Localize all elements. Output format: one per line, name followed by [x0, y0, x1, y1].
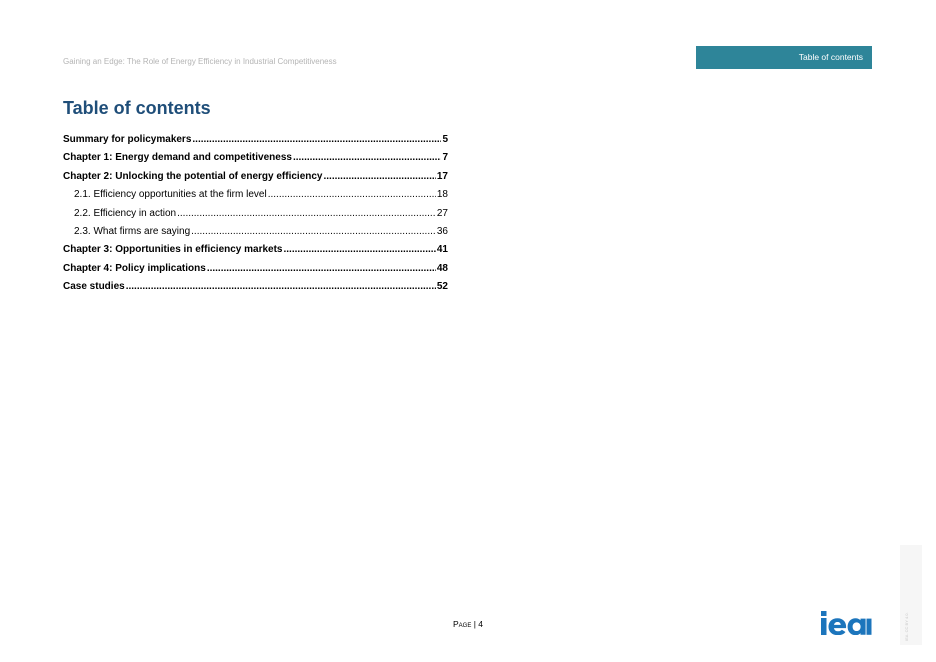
license-note-text: IEA. CC BY 4.0.: [904, 612, 909, 641]
toc-entry-page: 36: [436, 225, 448, 237]
toc-entry-label: Chapter 2: Unlocking the potential of energy efficiency: [63, 170, 323, 182]
license-note: [900, 545, 922, 645]
running-header-title: Gaining an Edge: The Role of Energy Efficiency in Industrial Competitiveness: [63, 57, 337, 66]
toc-entry-label: Chapter 4: Policy implications: [63, 262, 206, 274]
dot-leader: [293, 149, 441, 167]
page-number-value: 4: [478, 619, 483, 629]
toc-entry-page: 7: [442, 152, 448, 164]
page-number: [0, 619, 936, 629]
iea-logo: [821, 611, 873, 635]
toc-entry-page: 5: [442, 134, 448, 145]
page-title: Table of contents: [63, 98, 211, 118]
dot-leader: [177, 205, 436, 223]
toc-entry-page: 48: [436, 262, 448, 274]
toc-entry-page: 17: [436, 170, 448, 182]
dot-leader: [284, 241, 436, 259]
toc-entry-label: Case studies: [63, 281, 125, 293]
toc-entry-label: 2.3. What firms are saying: [74, 225, 191, 237]
toc-entry-page: 52: [436, 281, 448, 293]
dot-leader: [191, 223, 436, 241]
page-number-separator: |: [471, 619, 479, 629]
toc-entry-label: 2.2. Efficiency in action: [74, 207, 177, 219]
toc-subentry[interactable]: [63, 186, 448, 204]
toc-entry[interactable]: [63, 149, 448, 167]
toc-entry-page: 18: [436, 189, 448, 201]
dot-leader: [126, 278, 436, 296]
dot-leader: [324, 168, 436, 186]
toc-entry[interactable]: [63, 131, 448, 149]
dot-leader: [268, 186, 436, 204]
section-tab: Table of contents: [696, 46, 872, 69]
toc-entry[interactable]: [63, 260, 448, 278]
toc-entry-label: 2.1. Efficiency opportunities at the firm level: [74, 189, 267, 201]
dot-leader: [192, 131, 441, 149]
toc-subentry[interactable]: [63, 205, 448, 223]
page-number-prefix: Page: [452, 619, 472, 629]
toc-entry-page: 41: [436, 244, 448, 256]
toc-entry-page: 27: [436, 207, 448, 219]
toc-entry[interactable]: [63, 241, 448, 259]
toc-entry[interactable]: [63, 168, 448, 186]
toc-entry-label: Chapter 3: Opportunities in efficiency markets: [63, 244, 283, 256]
toc-entry-label: Summary for policymakers: [63, 134, 192, 145]
toc-entry[interactable]: [63, 278, 448, 296]
toc-list: [63, 131, 448, 297]
toc-subentry[interactable]: [63, 223, 448, 241]
toc-entry-label: Chapter 1: Energy demand and competitiveness: [63, 152, 292, 164]
dot-leader: [207, 260, 436, 278]
